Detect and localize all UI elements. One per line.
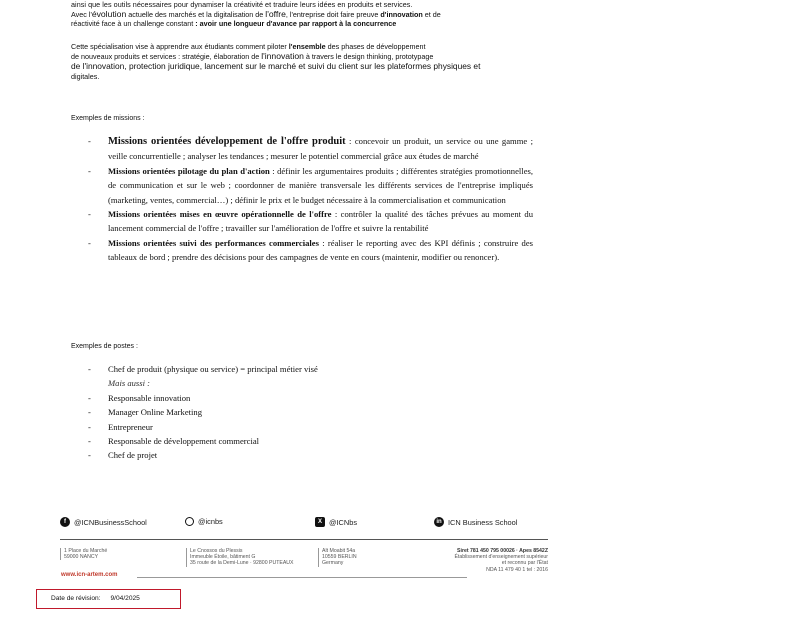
instagram-icon xyxy=(185,517,194,526)
poste-item: - Chef de produit (physique ou service) = principal métier visé xyxy=(88,364,318,374)
linkedin-icon: in xyxy=(434,517,444,527)
spec-line-4: digitales. xyxy=(71,72,100,82)
footer-divider xyxy=(60,539,548,540)
mais-aussi-label: Mais aussi : xyxy=(108,378,151,389)
mission-item: - Missions orientées mises en œuvre opérationnelle de l'offre : contrôler la qualité des tâches prévues au moment du lancement commercial de l'offre ; travailler sur l'amélioration de l'offre et suivre la rentabilité xyxy=(88,209,533,234)
revision-label: Date de révision: xyxy=(51,595,101,602)
poste-item: - Manager Online Marketing xyxy=(88,407,203,418)
address-paris: Le Cnossos du Plessis Immeuble Étoile, bâtiment G 35 route de la Demi-Lune · 92800 PUTEAUX xyxy=(186,548,294,567)
facebook-link[interactable]: f @ICNBusinessSchool xyxy=(60,517,147,527)
intro-line-3: réactivité face à un challenge constant : avoir une longueur d'avance par rapport à la concurrence xyxy=(71,19,397,29)
address-berlin: Alt Moabit 54a 10559 BERLIN Germany xyxy=(318,548,357,567)
linkedin-link[interactable]: in ICN Business School xyxy=(434,517,517,527)
x-icon: X xyxy=(315,517,325,527)
mission-item: - Missions orientées suivi des performances commerciales : réaliser le reporting avec des KPI définis ; construire des tableaux de bord ; prendre des décisions pour des campagnes de vente en cours (maintenir, modifier ou renoncer). xyxy=(88,237,533,263)
intro-paragraph xyxy=(71,0,541,29)
postes-list xyxy=(88,362,533,463)
intro-line-2: Avec l'évolution actuelle des marchés et la digitalisation de l'offre, l'entreprise doit faire preuve d'innovation et de xyxy=(71,8,441,19)
poste-item: - Responsable innovation xyxy=(88,392,191,403)
spec-line-3: de l'innovation, protection juridique, lancement sur le marché et suivi du client sur les plateformes physiques et xyxy=(71,61,481,72)
poste-item: - Entrepreneur xyxy=(88,421,153,432)
missions-heading: Exemples de missions : xyxy=(71,115,145,122)
revision-box xyxy=(36,589,181,609)
postes-heading: Exemples de postes : xyxy=(71,343,138,350)
mission-item: - Missions orientées pilotage du plan d'action : définir les argumentaires produits ; différentes stratégies promotionnelles, de communication et sur le web ; coordonner de manière transversale les différents services de l'entreprise impliqués (marketing, ventes, commercial…) ; définir le prix et le budget nécessaire à la commercialisation et communication xyxy=(88,165,533,205)
url-underline xyxy=(137,577,467,578)
spec-line-2: de nouveaux produits et services : stratégie, élaboration de l'innovation à travers le design thinking, prototypage xyxy=(71,50,434,61)
revision-date: 9/04/2025 xyxy=(110,595,140,602)
specialisation-paragraph xyxy=(71,42,541,82)
website-link[interactable]: www.icn-artem.com xyxy=(61,572,118,578)
mission-item: - Missions orientées développement de l'offre produit : concevoir un produit, un service ou une gamme ; veille concurrentielle ; analyser les tendances ; mesurer le potentiel commercial grâce aux études de marché xyxy=(88,136,533,162)
poste-item: - Chef de projet xyxy=(88,450,158,461)
missions-list xyxy=(88,134,533,265)
x-link[interactable]: X @ICNbs xyxy=(315,517,357,527)
intro-line-1: ainsi que les outils nécessaires pour dynamiser la créativité et traduire leurs idées en produits et services. xyxy=(71,0,413,9)
social-links xyxy=(60,517,550,529)
instagram-link[interactable]: @icnbs xyxy=(185,517,223,526)
address-nancy: 1 Place du Marché 59000 NANCY xyxy=(60,548,107,560)
poste-item: - Responsable de développement commercial xyxy=(88,435,260,446)
spec-line-1: Cette spécialisation vise à apprendre aux étudiants comment piloter l'ensemble des phases de développement xyxy=(71,42,426,51)
facebook-icon: f xyxy=(60,517,70,527)
legal-info: Siret 781 450 795 00026 · Apes 8542Z Établissement d'enseignement supérieur et reconnu par l'État NDA 11 479 40 1 tel : 2016 xyxy=(454,548,548,573)
